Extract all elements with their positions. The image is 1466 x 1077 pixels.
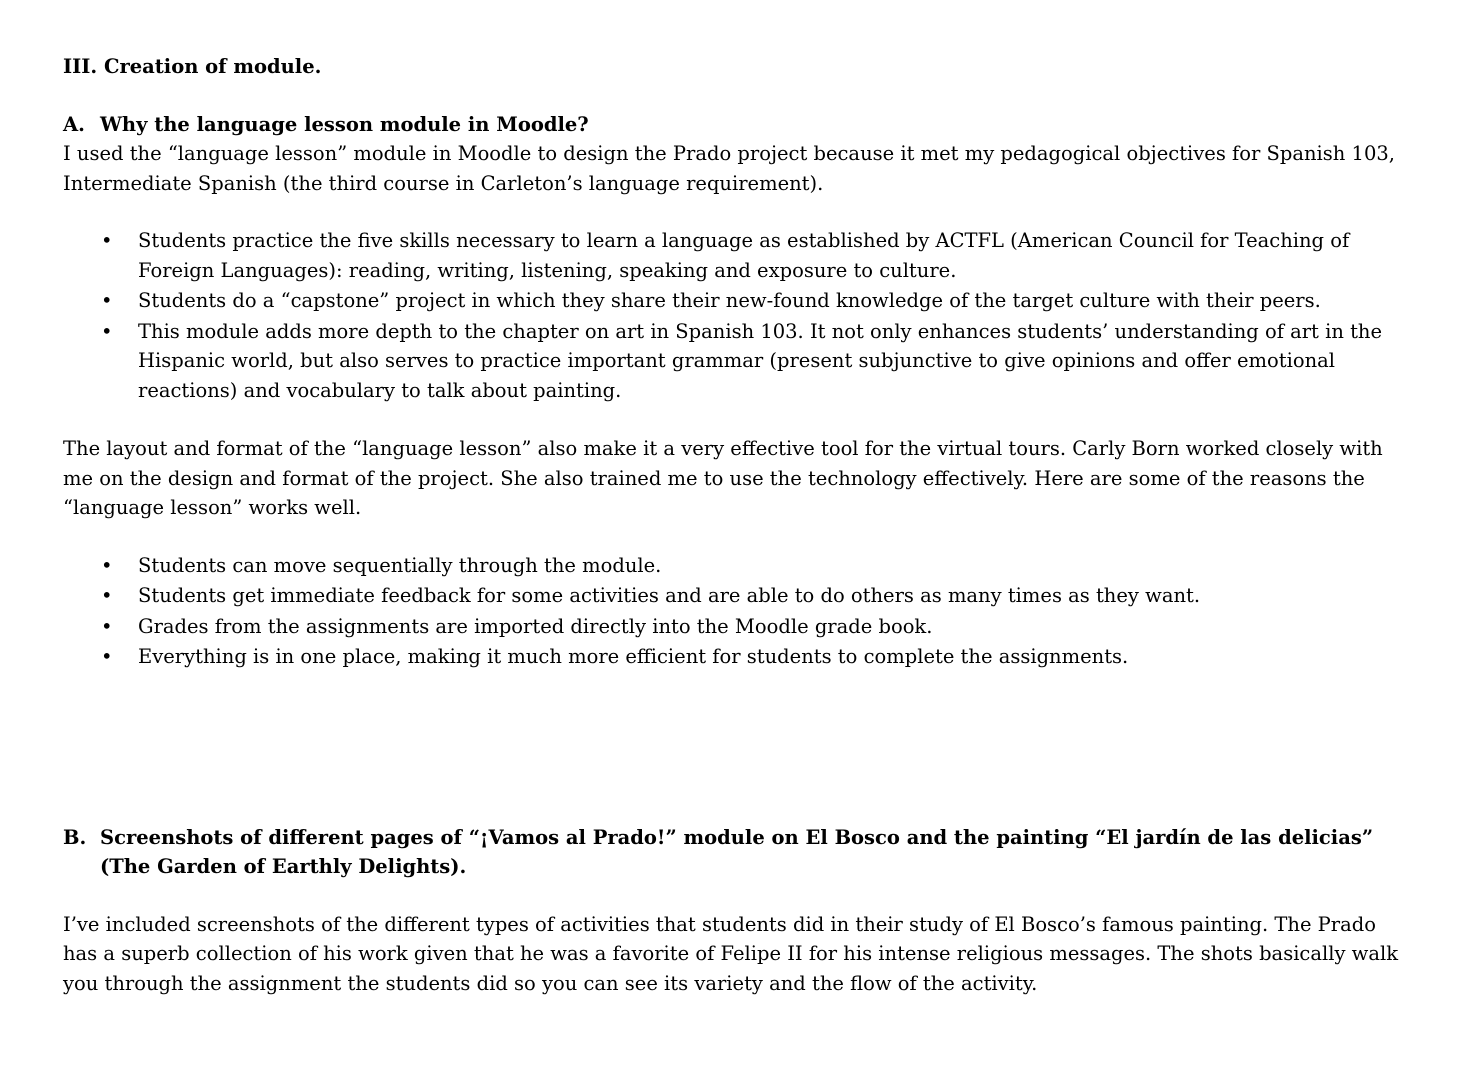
bullet-icon: • xyxy=(101,289,113,312)
bullet-icon: • xyxy=(101,229,113,252)
list-item-text: Students do a “capstone” project in which they share their new-found knowledge of the target culture with their peers. xyxy=(138,289,1321,312)
part-a-heading-text: Why the language lesson module in Moodle? xyxy=(100,112,589,136)
part-b-letter: B. xyxy=(63,825,87,849)
part-a-heading xyxy=(63,110,1413,140)
list-item xyxy=(101,551,1413,581)
objectives-list xyxy=(63,226,1413,405)
part-b-paragraph: I’ve included screenshots of the different types of activities that students did in their study of El Bosco’s famous painting. The Prado has a superb collection of his work given that he was a favorite of Felipe II for his intense religious messages. The shots basically walk you through the assignment the students did so you can see its variety and the flow of the activity. xyxy=(63,912,1399,995)
part-b-heading xyxy=(63,823,1413,882)
list-item xyxy=(101,317,1413,406)
list-item xyxy=(101,642,1413,672)
part-a-intro: I used the “language lesson” module in Moodle to design the Prado project because it met my pedagogical objectives for Spanish 103, Intermediate Spanish (the third course in Carleton’s language requirement). xyxy=(63,142,1395,195)
list-item xyxy=(101,581,1413,611)
bullet-icon: • xyxy=(101,614,113,638)
bullet-icon: • xyxy=(101,319,113,343)
part-b-heading-text: Screenshots of different pages of “¡Vamos al Prado!” module on El Bosco and the painting “El jardín de las delicias” (The Garden of Earthly Delights). xyxy=(100,825,1374,878)
list-item-text: Everything is in one place, making it much more efficient for students to complete the assignments. xyxy=(138,645,1129,668)
reasons-list xyxy=(63,551,1413,672)
bullet-icon: • xyxy=(101,553,113,577)
list-item-text: This module adds more depth to the chapter on art in Spanish 103. It not only enhances students’ understanding of art in the Hispanic world, but also serves to practice important grammar (present subjunctive to give opinions and offer emotional reactions) and vocabulary to talk about painting. xyxy=(138,319,1383,402)
list-item-text: Students practice the five skills necessary to learn a language as established by ACTFL (American Council for Teaching of Foreign Languages): reading, writing, listening, speaking and exposure to culture. xyxy=(138,229,1350,282)
section-title: III. Creation of module. xyxy=(63,55,322,78)
list-item-text: Students can move sequentially through the module. xyxy=(138,553,662,577)
list-item-text: Students get immediate feedback for some activities and are able to do others as many times as they want. xyxy=(138,584,1201,607)
list-item xyxy=(101,612,1413,642)
bullet-icon: • xyxy=(101,584,113,607)
list-item xyxy=(101,286,1413,316)
list-item-text: Grades from the assignments are imported directly into the Moodle grade book. xyxy=(138,614,933,638)
part-a-letter: A. xyxy=(63,112,85,136)
document-page xyxy=(63,52,1413,998)
list-item xyxy=(101,226,1413,285)
layout-paragraph: The layout and format of the “language lesson” also make it a very effective tool for the virtual tours. Carly Born worked closely with me on the design and format of the project. She also trained me to use the technology effectively. Here are some of the reasons the “language lesson” works well. xyxy=(63,437,1383,519)
bullet-icon: • xyxy=(101,645,113,668)
